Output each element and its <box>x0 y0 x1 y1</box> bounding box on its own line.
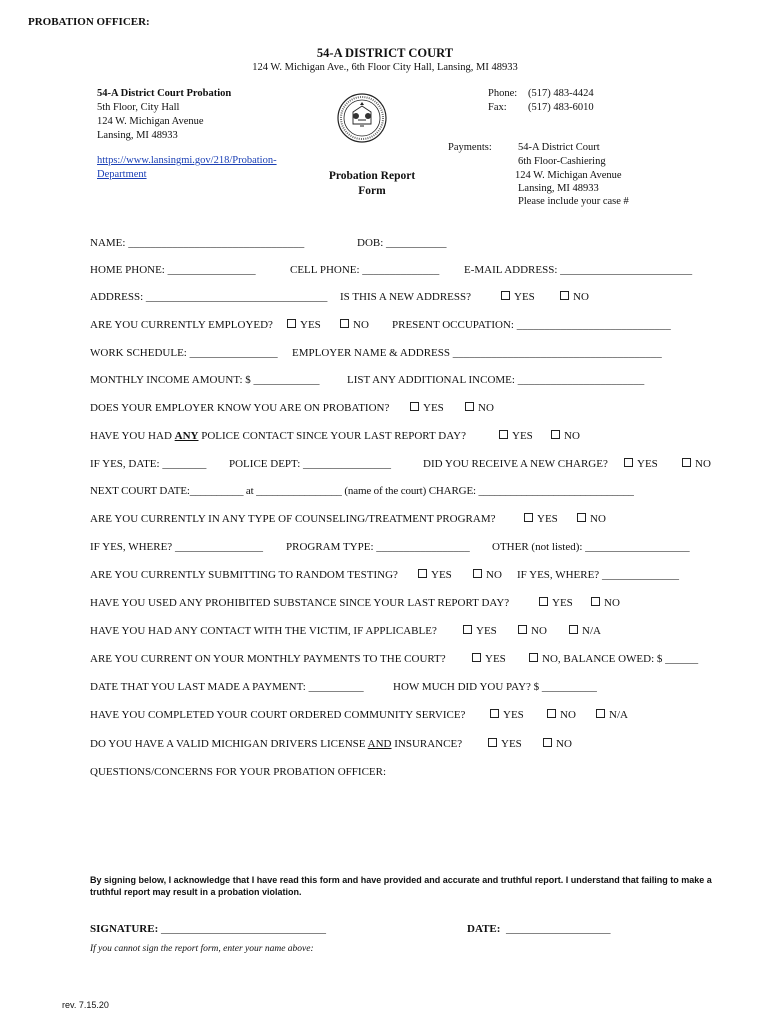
checkbox-icon <box>539 597 548 606</box>
counseling-question: ARE YOU CURRENTLY IN ANY TYPE OF COUNSELING/TREATMENT PROGRAM? <box>90 513 496 525</box>
checkbox-icon <box>418 569 427 578</box>
office-line3: Lansing, MI 48933 <box>97 130 178 141</box>
payments-line3: 124 W. Michigan Avenue <box>515 170 622 181</box>
new-charge-no[interactable]: NO <box>682 458 711 470</box>
occupation-field[interactable]: PRESENT OCCUPATION: ____________________________ <box>392 319 671 331</box>
checkbox-icon <box>473 569 482 578</box>
if-yes-date-field[interactable]: IF YES, DATE: ________ <box>90 458 207 470</box>
checkbox-icon <box>529 653 538 662</box>
office-line1: 5th Floor, City Hall <box>97 102 180 113</box>
checkbox-icon <box>472 653 481 662</box>
license-question: DO YOU HAVE A VALID MICHIGAN DRIVERS LICENSE AND INSURANCE? <box>90 738 463 750</box>
employer-know-yes[interactable]: YES <box>410 402 444 414</box>
police-contact-question: HAVE YOU HAD ANY POLICE CONTACT SINCE YOUR LAST REPORT DAY? <box>90 430 466 442</box>
signature-label: SIGNATURE: <box>90 923 159 935</box>
sign-note: If you cannot sign the report form, enter your name above: <box>90 944 314 954</box>
testing-where-field[interactable]: IF YES, WHERE? ______________ <box>517 569 679 581</box>
program-type-field[interactable]: PROGRAM TYPE: _________________ <box>286 541 470 553</box>
phone-label: Phone: <box>488 88 518 99</box>
probation-url-link-cont[interactable]: Department <box>97 169 147 180</box>
office-line2: 124 W. Michigan Avenue <box>97 116 204 127</box>
new-address-question: IS THIS A NEW ADDRESS? <box>340 291 472 303</box>
checkbox-icon <box>524 513 533 522</box>
victim-yes[interactable]: YES <box>463 625 497 637</box>
next-court-field[interactable]: NEXT COURT DATE:__________ at ________________ (name of the court) CHARGE: _____________________________ <box>90 485 634 497</box>
work-schedule-field[interactable]: WORK SCHEDULE: ________________ <box>90 347 278 359</box>
victim-na[interactable]: N/A <box>569 625 601 637</box>
community-service-na[interactable]: N/A <box>596 709 628 721</box>
payment-amount-field[interactable]: HOW MUCH DID YOU PAY? $ __________ <box>393 681 597 693</box>
checkbox-icon <box>591 597 600 606</box>
checkbox-icon <box>340 319 349 328</box>
prohibited-question: HAVE YOU USED ANY PROHIBITED SUBSTANCE SINCE YOUR LAST REPORT DAY? <box>90 597 510 609</box>
payments-label: Payments: <box>448 142 492 153</box>
date-field[interactable]: ___________________ <box>506 923 611 935</box>
checkbox-icon <box>551 430 560 439</box>
fax-label: Fax: <box>488 102 507 113</box>
questions-answer-area[interactable] <box>90 784 730 864</box>
payments-current-question: ARE YOU CURRENT ON YOUR MONTHLY PAYMENTS TO THE COURT? <box>90 653 446 665</box>
signature-field[interactable]: ______________________________ <box>161 923 326 935</box>
payments-line5: Please include your case # <box>518 196 629 207</box>
revision-label: rev. 7.15.20 <box>62 1000 109 1010</box>
counseling-yes[interactable]: YES <box>524 513 558 525</box>
employer-know-no[interactable]: NO <box>465 402 494 414</box>
random-testing-no[interactable]: NO <box>473 569 502 581</box>
last-payment-field[interactable]: DATE THAT YOU LAST MADE A PAYMENT: __________ <box>90 681 364 693</box>
counseling-where-field[interactable]: IF YES, WHERE? ________________ <box>90 541 263 553</box>
fax-number: (517) 483-6010 <box>528 102 594 113</box>
checkbox-icon <box>463 625 472 634</box>
cell-phone-field[interactable]: CELL PHONE: ______________ <box>290 264 440 276</box>
checkbox-icon <box>596 709 605 718</box>
new-address-no[interactable]: NO <box>560 291 589 303</box>
michigan-seal-icon <box>336 92 388 144</box>
phone-number: (517) 483-4424 <box>528 88 594 99</box>
dob-field[interactable]: DOB: ___________ <box>357 237 447 249</box>
checkbox-icon <box>287 319 296 328</box>
employer-field[interactable]: EMPLOYER NAME & ADDRESS ______________________________________ <box>292 347 662 359</box>
payments-line1: 54-A District Court <box>518 142 600 153</box>
new-charge-question: DID YOU RECEIVE A NEW CHARGE? <box>423 458 608 470</box>
checkbox-icon <box>569 625 578 634</box>
payments-line2: 6th Floor-Cashiering <box>518 156 606 167</box>
employed-no[interactable]: NO <box>340 319 369 331</box>
checkbox-icon <box>490 709 499 718</box>
prohibited-no[interactable]: NO <box>591 597 620 609</box>
payments-line4: Lansing, MI 48933 <box>518 183 599 194</box>
acknowledgement-text: By signing below, I acknowledge that I have read this form and have provided and accurate and truthful report. I understand that failing to make a truthful report may result in a probation violation. <box>90 875 712 897</box>
office-name: 54-A District Court Probation <box>97 88 232 99</box>
employer-know-question: DOES YOUR EMPLOYER KNOW YOU ARE ON PROBATION? <box>90 402 390 414</box>
home-phone-field[interactable]: HOME PHONE: ________________ <box>90 264 256 276</box>
date-label: DATE: <box>467 923 501 935</box>
checkbox-icon <box>560 291 569 300</box>
questions-label: QUESTIONS/CONCERNS FOR YOUR PROBATION OFFICER: <box>90 766 387 778</box>
monthly-income-field[interactable]: MONTHLY INCOME AMOUNT: $ ____________ <box>90 374 320 386</box>
checkbox-icon <box>488 738 497 747</box>
victim-question: HAVE YOU HAD ANY CONTACT WITH THE VICTIM, IF APPLICABLE? <box>90 625 437 637</box>
victim-no[interactable]: NO <box>518 625 547 637</box>
community-service-no[interactable]: NO <box>547 709 576 721</box>
counseling-no[interactable]: NO <box>577 513 606 525</box>
name-field[interactable]: NAME: ________________________________ <box>90 237 305 249</box>
court-address: 124 W. Michigan Ave., 6th Floor City Hall, Lansing, MI 48933 <box>252 62 518 73</box>
checkbox-icon <box>518 625 527 634</box>
checkbox-icon <box>624 458 633 467</box>
community-service-yes[interactable]: YES <box>490 709 524 721</box>
checkbox-icon <box>501 291 510 300</box>
prohibited-yes[interactable]: YES <box>539 597 573 609</box>
random-testing-yes[interactable]: YES <box>418 569 452 581</box>
probation-url-link[interactable]: https://www.lansingmi.gov/218/Probation- <box>97 155 277 166</box>
checkbox-icon <box>547 709 556 718</box>
other-program-field[interactable]: OTHER (not listed): ___________________ <box>492 541 690 553</box>
probation-officer-label: PROBATION OFFICER: <box>28 16 150 28</box>
police-contact-yes[interactable]: YES <box>499 430 533 442</box>
form-title-line1: Probation Report <box>328 170 416 182</box>
checkbox-icon <box>499 430 508 439</box>
checkbox-icon <box>410 402 419 411</box>
police-contact-no[interactable]: NO <box>551 430 580 442</box>
checkbox-icon <box>577 513 586 522</box>
community-service-question: HAVE YOU COMPLETED YOUR COURT ORDERED COMMUNITY SERVICE? <box>90 709 466 721</box>
checkbox-icon <box>682 458 691 467</box>
address-field[interactable]: ADDRESS: _________________________________ <box>90 291 328 303</box>
payments-current-yes[interactable]: YES <box>472 653 506 665</box>
checkbox-icon <box>543 738 552 747</box>
form-title-line2: Form <box>358 185 386 197</box>
email-field[interactable]: E-MAIL ADDRESS: ________________________ <box>464 264 693 276</box>
employed-question: ARE YOU CURRENTLY EMPLOYED? <box>90 319 273 331</box>
random-testing-question: ARE YOU CURRENTLY SUBMITTING TO RANDOM TESTING? <box>90 569 398 581</box>
checkbox-icon <box>465 402 474 411</box>
court-name: 54-A DISTRICT COURT <box>316 46 454 60</box>
additional-income-field[interactable]: LIST ANY ADDITIONAL INCOME: _______________________ <box>347 374 645 386</box>
balance-owed-option[interactable]: NO, BALANCE OWED: $ ______ <box>529 653 698 665</box>
new-address-yes[interactable]: YES <box>501 291 535 303</box>
license-no[interactable]: NO <box>543 738 572 750</box>
new-charge-yes[interactable]: YES <box>624 458 658 470</box>
license-yes[interactable]: YES <box>488 738 522 750</box>
police-dept-field[interactable]: POLICE DEPT: ________________ <box>229 458 392 470</box>
employed-yes[interactable]: YES <box>287 319 321 331</box>
